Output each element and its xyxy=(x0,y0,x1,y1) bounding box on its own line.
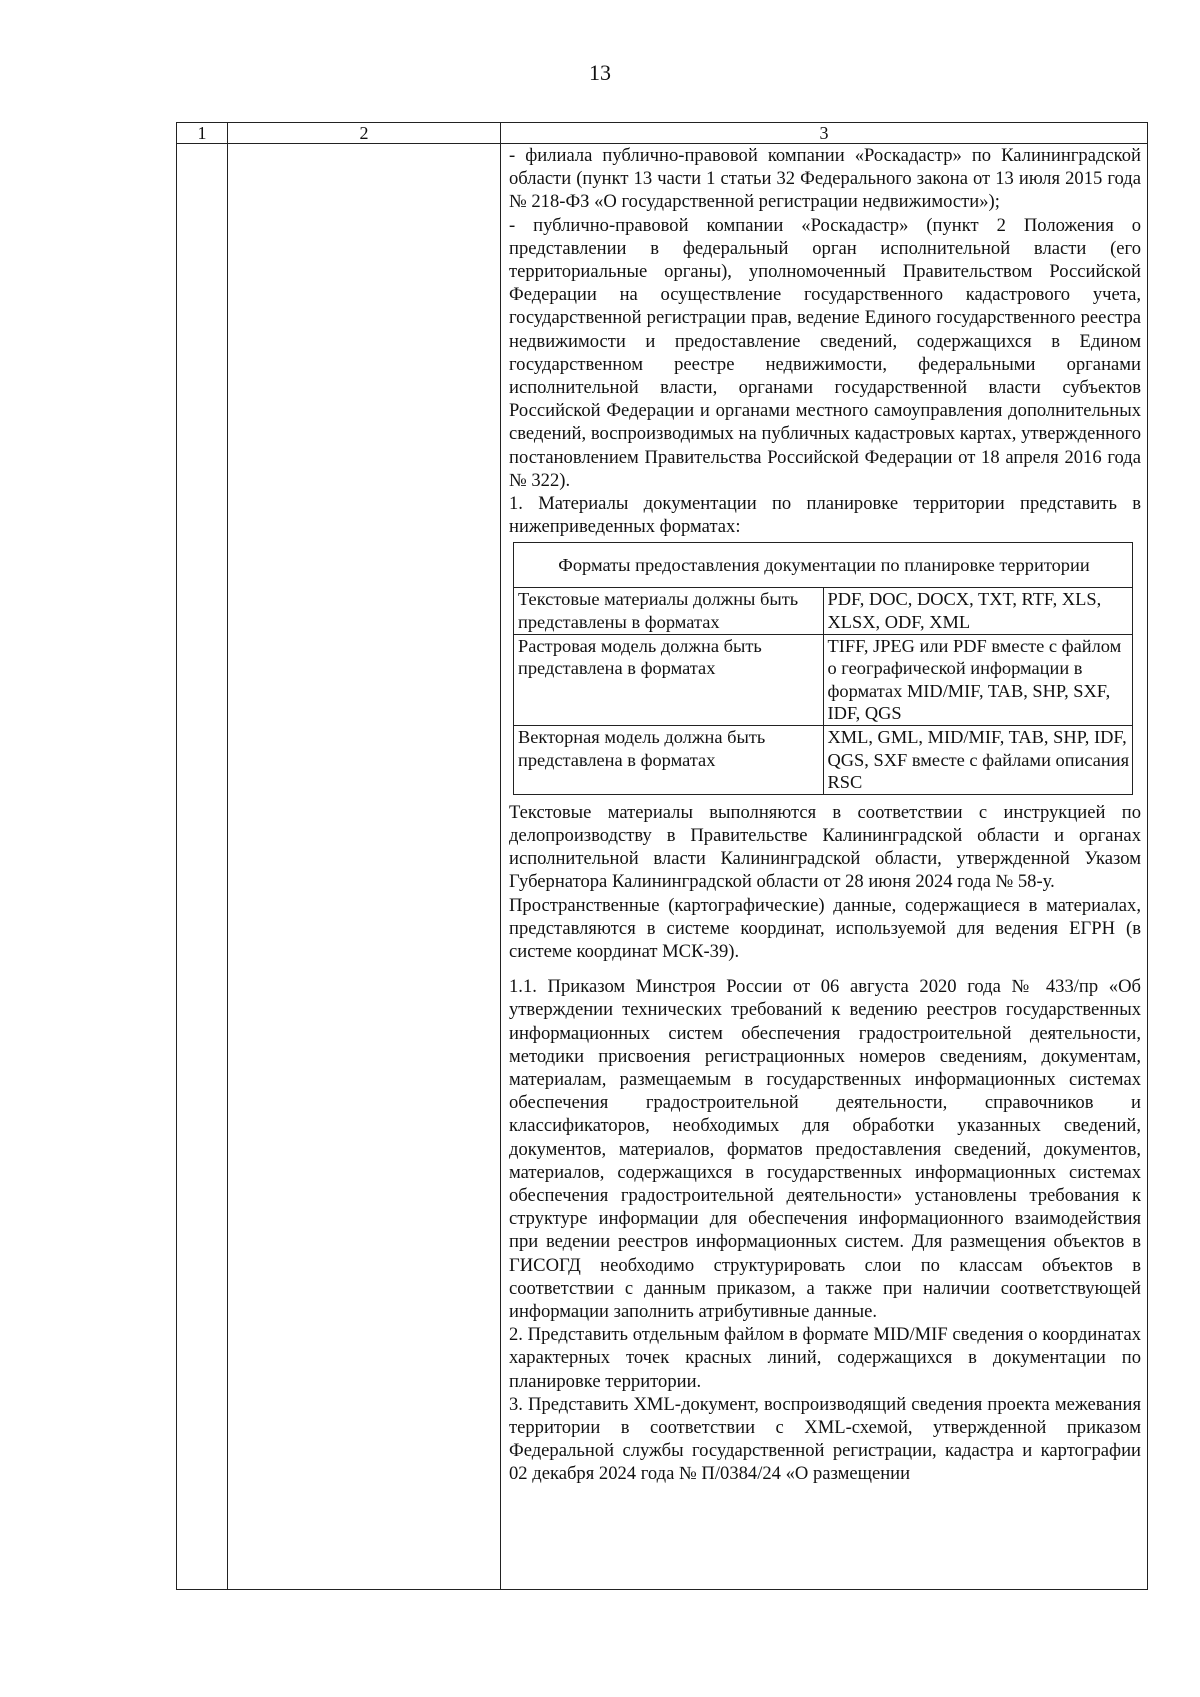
paragraph-red-lines: 2. Представить отдельным файлом в формате MID/MIF сведения о координатах характерных точек красных линий, содержащихся в документации по планировке территории. xyxy=(509,1324,1141,1392)
paragraph-minstroy-order: 1.1. Приказом Минстроя России от 06 августа 2020 года № 433/пр «Об утверждении технических требований к ведению реестров государственных информационных систем обеспечения градостроительной деятельности, методики присвоения регистрационных номеров сведениям, документам, материалам, размещаемым в государственных информационных системах обеспечения градостроительной деятельности, справочников и классификаторов, необходимых для обработки указанных сведений, документов, материалов, форматов предоставления сведений, документов, материалов, содержащихся в государственных информационных системах обеспечения градостроительной деятельности» установлены требования к структуре информации для обеспечения информационного взаимодействия при ведении реестров информационных систем. Для размещения объектов в ГИСОГД необходимо структурировать слои по классам объектов в соответствии с данным приказом, а также при наличии соответствующей информации заполнить атрибутивные данные. xyxy=(509,976,1141,1323)
body-col-3 xyxy=(501,144,1148,1590)
main-table xyxy=(176,122,1148,1590)
body-col-1 xyxy=(177,144,228,1590)
header-col-2: 2 xyxy=(228,123,501,144)
header-col-3: 3 xyxy=(501,123,1148,144)
header-col-1: 1 xyxy=(177,123,228,144)
format-list-cell: PDF, DOC, DOCX, TXT, RTF, XLS, XLSX, ODF, XML xyxy=(823,588,1133,634)
formats-table-row xyxy=(514,726,1133,795)
table-body-row xyxy=(177,144,1148,1590)
format-list-cell: TIFF, JPEG или PDF вместе с файлом о географической информации в форматах MID/MIF, TAB, SHP, SXF, IDF, QGS xyxy=(823,634,1133,725)
formats-table xyxy=(513,542,1133,794)
format-list-cell: XML, GML, MID/MIF, TAB, SHP, IDF, QGS, SXF вместе с файлами описания RSC xyxy=(823,726,1133,795)
paragraph-rosreestr-company: - публично-правовой компании «Роскадастр» (пункт 2 Положения о представлении в федеральный орган исполнительной власти (его территориальные органы), уполномоченный Правительством Российской Федерации на осуществление государственного кадастрового учета, государственной регистрации прав, ведение Единого государственного реестра недвижимости и предоставление сведений, содержащихся в Едином государственном реестре недвижимости, федеральными органами исполнительной власти, органами государственной власти субъектов Российской Федерации и органами местного самоуправления дополнительных сведений, воспроизводимых на публичных кадастровых картах, утвержденного постановлением Правительства Российской Федерации от 18 апреля 2016 года № 322). xyxy=(509,214,1141,491)
body-col-2 xyxy=(228,144,501,1590)
paragraph-text-materials: Текстовые материалы выполняются в соответствии с инструкцией по делопроизводству в Правительстве Калининградской области и органах исполнительной власти Калининградской области, утвержденной Указом Губернатора Калининградской области от 28 июня 2024 года № 58-у. xyxy=(509,801,1141,893)
formats-table-row xyxy=(514,588,1133,634)
paragraph-spatial-data: Пространственные (картографические) данные, содержащиеся в материалах, представляются в системе координат, используемой для ведения ЕГРН (в системе координат МСК-39). xyxy=(509,894,1141,963)
paragraph-xml-document: 3. Представить XML-документ, воспроизводящий сведения проекта межевания территории в соответствии с XML-схемой, утвержденной приказом Федеральной службы государственной регистрации, кадастра и картографии 02 декабря 2024 года № П/0384/24 «О размещении xyxy=(509,1393,1141,1485)
column-3-content xyxy=(501,144,1147,1486)
table-header-row xyxy=(177,123,1148,144)
formats-table-caption-row xyxy=(514,543,1133,588)
format-type-cell: Текстовые материалы должны быть представлены в форматах xyxy=(514,588,824,634)
page-number: 13 xyxy=(589,60,611,85)
paragraph-gap xyxy=(509,963,1141,975)
formats-table-caption: Форматы предоставления документации по планировке территории xyxy=(514,543,1133,588)
paragraph-rosreestr-branch: - филиала публично-правовой компании «Роскадастр» по Калининградской области (пункт 13 части 1 статьи 32 Федерального закона от 13 июля 2015 года № 218-ФЗ «О государственной регистрации недвижимости»); xyxy=(509,145,1141,213)
format-type-cell: Векторная модель должна быть представлена в форматах xyxy=(514,726,824,795)
formats-table-row xyxy=(514,634,1133,725)
format-type-cell: Растровая модель должна быть представлена в форматах xyxy=(514,634,824,725)
paragraph-materials-formats: 1. Материалы документации по планировке территории представить в нижеприведенных форматах: xyxy=(509,493,1141,538)
